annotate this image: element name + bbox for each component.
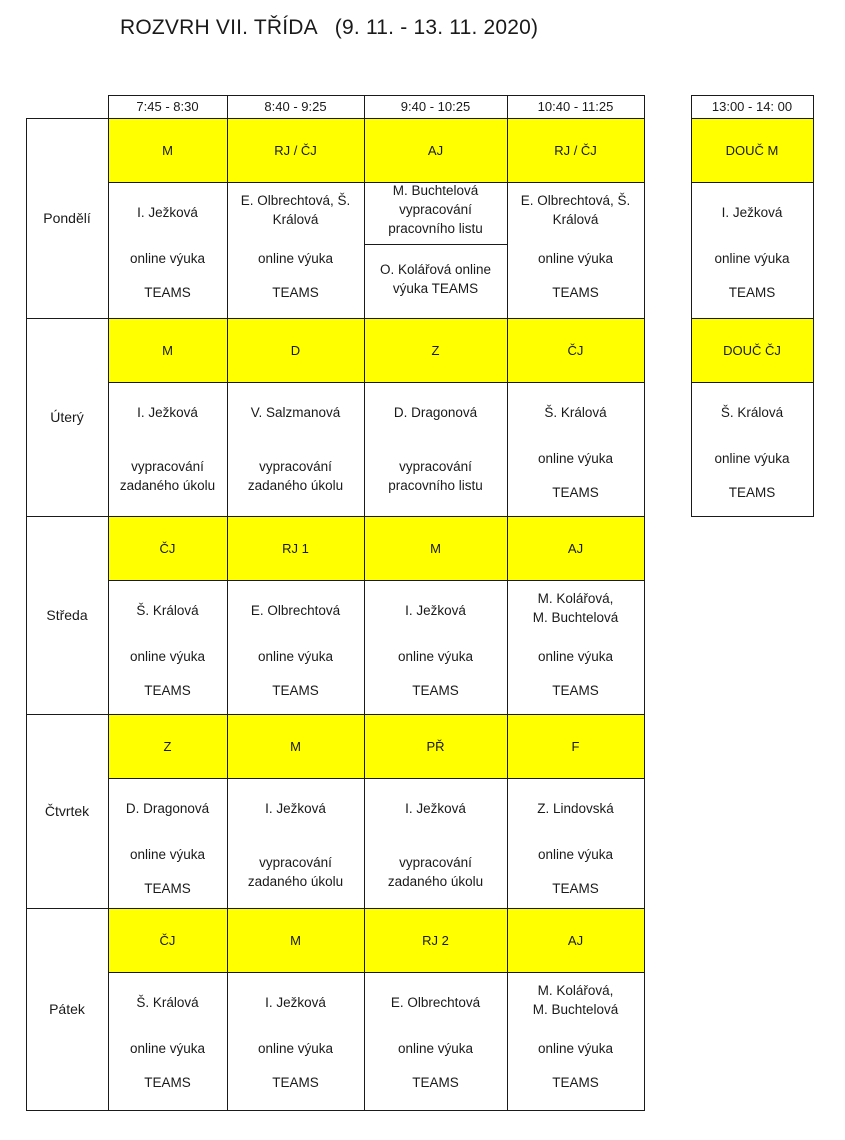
grid-line — [26, 516, 645, 517]
lesson-platform: TEAMS — [552, 285, 599, 300]
teacher-name: M. Kolářová, — [537, 983, 614, 998]
subject-label: M — [290, 932, 301, 948]
lesson-note: pracovního listu — [388, 221, 483, 236]
subject-label: M — [162, 342, 173, 358]
lesson-cell — [108, 972, 227, 1110]
grid-line — [108, 182, 645, 183]
lesson-note: výuka TEAMS — [392, 281, 479, 296]
teacher-name: D. Dragonová — [125, 801, 210, 816]
teacher-name: I. Ježková — [405, 603, 466, 618]
grid-line — [108, 580, 645, 581]
subject-label: DOUČ M — [725, 142, 779, 158]
grid-line — [813, 95, 814, 517]
subject-label: RJ 2 — [422, 932, 449, 948]
lesson-platform: TEAMS — [144, 683, 191, 698]
lesson-platform: TEAMS — [412, 1075, 459, 1090]
lesson-cell — [507, 182, 644, 318]
teacher-name: Z. Lindovská — [537, 801, 614, 816]
teacher-name: Králová — [272, 212, 319, 227]
lesson-platform: TEAMS — [552, 485, 599, 500]
lesson-note: pracovního listu — [388, 478, 483, 493]
lesson-cell — [507, 778, 644, 908]
lesson-cell — [227, 972, 364, 1110]
lesson-cell — [108, 182, 227, 318]
lesson-cell — [227, 382, 364, 516]
grid-line — [227, 95, 228, 1111]
lesson-mode: online výuka — [714, 451, 790, 466]
teacher-name: Š. Králová — [720, 405, 784, 420]
cell-divider — [364, 244, 507, 245]
teacher-name: D. Dragonová — [393, 405, 478, 420]
lesson-note: zadaného úkolu — [387, 874, 484, 889]
lesson-mode: vypracování — [131, 459, 204, 474]
grid-line — [108, 778, 645, 779]
time-slot-label: 10:40 - 11:25 — [537, 99, 614, 114]
lesson-cell — [364, 382, 507, 516]
day-label: Čtvrtek — [44, 803, 90, 819]
lesson-mode: online výuka — [537, 451, 614, 466]
teacher-name: E. Olbrechtová — [250, 603, 341, 618]
lesson-platform: TEAMS — [144, 1075, 191, 1090]
grid-line — [26, 714, 645, 715]
lesson-mode: online výuka — [257, 251, 334, 266]
lesson-cell — [364, 182, 507, 318]
grid-line — [691, 118, 814, 119]
lesson-cell — [108, 382, 227, 516]
subject-label: M — [430, 540, 441, 556]
grid-line — [26, 118, 645, 119]
subject-label: AJ — [427, 142, 444, 158]
page-title: ROZVRH VII. TŘÍDA (9. 11. - 13. 11. 2020) — [120, 16, 539, 39]
teacher-name: V. Salzmanová — [250, 405, 341, 420]
lesson-cell — [227, 778, 364, 908]
lesson-cell — [108, 778, 227, 908]
grid-line — [691, 182, 814, 183]
lesson-mode: online výuka — [537, 847, 614, 862]
grid-line — [691, 95, 692, 517]
grid-line — [26, 908, 645, 909]
lesson-mode: online výuka — [257, 649, 334, 664]
grid-line — [691, 516, 814, 517]
grid-line — [644, 95, 645, 1111]
lesson-cell — [364, 972, 507, 1110]
subject-label: ČJ — [159, 540, 176, 556]
lesson-note: vypracování — [399, 202, 472, 217]
time-slot-label: 9:40 - 10:25 — [400, 99, 471, 114]
teacher-name: I. Ježková — [137, 405, 198, 420]
teacher-name: I. Ježková — [137, 205, 198, 220]
lesson-platform: TEAMS — [728, 485, 776, 500]
lesson-platform: TEAMS — [272, 285, 319, 300]
subject-label: M — [290, 738, 301, 754]
grid-line — [26, 318, 645, 319]
lesson-mode: online výuka — [129, 847, 206, 862]
lesson-platform: TEAMS — [728, 285, 776, 300]
teacher-name: M. Buchtelová — [532, 610, 619, 625]
teacher-name: I. Ježková — [721, 205, 783, 220]
lesson-mode: online výuka — [397, 649, 474, 664]
subject-label: DOUČ ČJ — [723, 342, 781, 358]
day-label: Pátek — [49, 1001, 85, 1017]
subject-label: AJ — [567, 932, 584, 948]
grid-line — [26, 1110, 645, 1111]
teacher-name: E. Olbrechtová, Š. — [240, 193, 351, 208]
teacher-name: I. Ježková — [265, 995, 326, 1010]
lesson-mode: online výuka — [129, 649, 206, 664]
lesson-note: zadaného úkolu — [119, 478, 216, 493]
teacher-name: Š. Králová — [136, 603, 199, 618]
subject-label: ČJ — [567, 342, 584, 358]
teacher-name: M. Kolářová, — [537, 591, 614, 606]
lesson-mode: online výuka — [537, 1041, 614, 1056]
header-top-line — [108, 95, 645, 96]
lesson-note: zadaného úkolu — [247, 874, 344, 889]
teacher-name: E. Olbrechtová — [390, 995, 481, 1010]
lesson-mode: online výuka — [537, 649, 614, 664]
subject-label: PŘ — [426, 738, 445, 754]
time-slot-label: 8:40 - 9:25 — [264, 99, 327, 114]
subject-label: RJ 1 — [282, 540, 309, 556]
lesson-cell — [364, 778, 507, 908]
lesson-platform: TEAMS — [552, 881, 599, 896]
day-label: Pondělí — [43, 210, 91, 226]
subject-label: RJ / ČJ — [554, 142, 597, 158]
lesson-platform: TEAMS — [272, 1075, 319, 1090]
grid-line — [364, 95, 365, 1111]
time-slot-label: 7:45 - 8:30 — [136, 99, 199, 114]
grid-line — [108, 382, 645, 383]
day-label: Úterý — [50, 409, 84, 425]
lesson-mode: online výuka — [129, 1041, 206, 1056]
lesson-platform: TEAMS — [412, 683, 459, 698]
subject-label: ČJ — [159, 932, 176, 948]
teacher-name: E. Olbrechtová, Š. — [520, 193, 631, 208]
grid-line — [507, 95, 508, 1111]
teacher-name: Š. Králová — [136, 995, 199, 1010]
lesson-platform: TEAMS — [144, 881, 191, 896]
day-label: Středa — [46, 607, 88, 623]
lesson-mode: vypracování — [399, 855, 472, 870]
lesson-mode: vypracování — [259, 459, 332, 474]
lesson-mode: online výuka — [537, 251, 614, 266]
lesson-cell — [227, 182, 364, 318]
lesson-mode: online výuka — [397, 1041, 474, 1056]
header-top-line — [691, 95, 814, 96]
lesson-note: O. Kolářová online — [379, 262, 492, 277]
teacher-name: I. Ježková — [405, 801, 466, 816]
time-slot-label: 13:00 - 14: 00 — [711, 99, 793, 114]
subject-label: D — [290, 342, 301, 358]
lesson-note: zadaného úkolu — [247, 478, 344, 493]
lesson-cell — [364, 580, 507, 714]
lesson-mode: online výuka — [257, 1041, 334, 1056]
grid-line — [691, 318, 814, 319]
lesson-cell — [691, 182, 813, 318]
lesson-platform: TEAMS — [144, 285, 191, 300]
grid-line — [108, 972, 645, 973]
subject-label: AJ — [567, 540, 584, 556]
lesson-platform: TEAMS — [552, 1075, 599, 1090]
grid-line — [26, 118, 27, 1111]
subject-label: Z — [431, 342, 440, 358]
subject-label: Z — [163, 738, 172, 754]
lesson-cell — [507, 580, 644, 714]
subject-label: RJ / ČJ — [274, 142, 317, 158]
lesson-cell — [507, 382, 644, 516]
grid-line — [691, 382, 814, 383]
lesson-cell — [691, 382, 813, 516]
teacher-name: Králová — [552, 212, 599, 227]
lesson-platform: TEAMS — [272, 683, 319, 698]
lesson-note: M. Buchtelová — [392, 183, 479, 198]
lesson-cell — [108, 580, 227, 714]
lesson-cell — [227, 580, 364, 714]
lesson-platform: TEAMS — [552, 683, 599, 698]
lesson-mode: vypracování — [259, 855, 332, 870]
lesson-mode: vypracování — [399, 459, 472, 474]
grid-line — [108, 95, 109, 1111]
teacher-name: I. Ježková — [265, 801, 326, 816]
teacher-name: M. Buchtelová — [532, 1002, 619, 1017]
subject-label: F — [571, 738, 580, 754]
teacher-name: Š. Králová — [544, 405, 607, 420]
lesson-mode: online výuka — [129, 251, 206, 266]
lesson-mode: online výuka — [714, 251, 790, 266]
subject-label: M — [162, 142, 173, 158]
lesson-cell — [507, 972, 644, 1110]
